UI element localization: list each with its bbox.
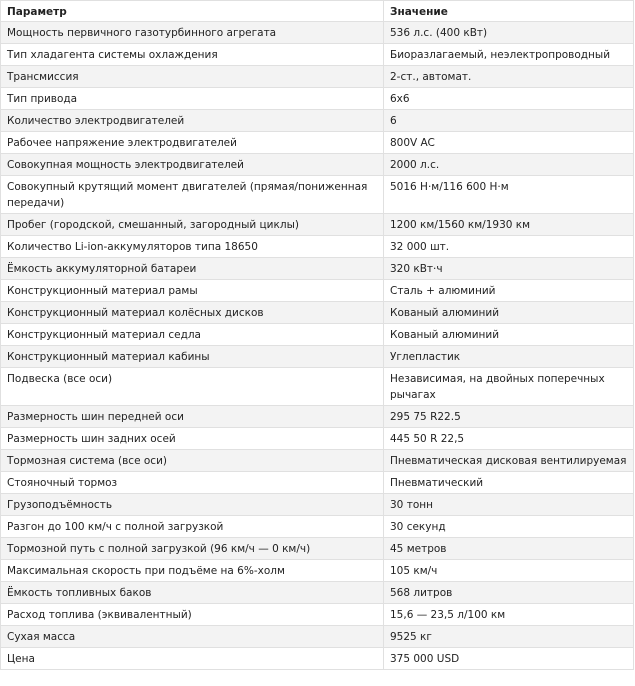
table-row	[1, 176, 634, 214]
table-row	[1, 516, 634, 538]
table-row	[1, 258, 634, 280]
value-cell: Независимая, на двойных поперечных рычагах	[384, 368, 634, 406]
table-row	[1, 368, 634, 406]
parameter-cell: Пробег (городской, смешанный, загородный циклы)	[1, 214, 384, 236]
parameter-cell: Разгон до 100 км/ч с полной загрузкой	[1, 516, 384, 538]
header-value: Значение	[384, 1, 634, 22]
table-row	[1, 324, 634, 346]
table-body	[1, 22, 634, 670]
value-cell: 800V AC	[384, 132, 634, 154]
table-row	[1, 22, 634, 44]
value-cell: Кованый алюминий	[384, 302, 634, 324]
value-cell: 2000 л.с.	[384, 154, 634, 176]
parameter-cell: Размерность шин задних осей	[1, 428, 384, 450]
parameter-cell: Тип хладагента системы охлаждения	[1, 44, 384, 66]
table-row	[1, 280, 634, 302]
table-row	[1, 582, 634, 604]
table-row	[1, 110, 634, 132]
value-cell: 6	[384, 110, 634, 132]
table-row	[1, 472, 634, 494]
table-row	[1, 648, 634, 670]
value-cell: 536 л.с. (400 кВт)	[384, 22, 634, 44]
parameter-cell: Ёмкость топливных баков	[1, 582, 384, 604]
parameter-cell: Грузоподъёмность	[1, 494, 384, 516]
value-cell: 105 км/ч	[384, 560, 634, 582]
parameter-cell: Конструкционный материал колёсных дисков	[1, 302, 384, 324]
table-row	[1, 450, 634, 472]
table-row	[1, 428, 634, 450]
value-cell: Пневматический	[384, 472, 634, 494]
value-cell: Пневматическая дисковая вентилируемая	[384, 450, 634, 472]
parameter-cell: Совокупная мощность электродвигателей	[1, 154, 384, 176]
parameter-cell: Тормозной путь с полной загрузкой (96 км/ч — 0 км/ч)	[1, 538, 384, 560]
parameter-cell: Подвеска (все оси)	[1, 368, 384, 406]
value-cell: 5016 Н·м/116 600 Н·м	[384, 176, 634, 214]
parameter-cell: Стояночный тормоз	[1, 472, 384, 494]
value-cell: 445 50 R 22,5	[384, 428, 634, 450]
table-row	[1, 66, 634, 88]
parameter-cell: Расход топлива (эквивалентный)	[1, 604, 384, 626]
value-cell: 15,6 — 23,5 л/100 км	[384, 604, 634, 626]
parameter-cell: Конструкционный материал седла	[1, 324, 384, 346]
value-cell: Углепластик	[384, 346, 634, 368]
value-cell: Сталь + алюминий	[384, 280, 634, 302]
parameter-cell: Конструкционный материал рамы	[1, 280, 384, 302]
value-cell: 30 тонн	[384, 494, 634, 516]
table-row	[1, 626, 634, 648]
value-cell: 30 секунд	[384, 516, 634, 538]
table-row	[1, 604, 634, 626]
table-row	[1, 560, 634, 582]
parameter-cell: Конструкционный материал кабины	[1, 346, 384, 368]
value-cell: Кованый алюминий	[384, 324, 634, 346]
parameter-cell: Количество Li-ion-аккумуляторов типа 18650	[1, 236, 384, 258]
value-cell: 375 000 USD	[384, 648, 634, 670]
value-cell: 568 литров	[384, 582, 634, 604]
parameter-cell: Ёмкость аккумуляторной батареи	[1, 258, 384, 280]
table-row	[1, 538, 634, 560]
value-cell: 9525 кг	[384, 626, 634, 648]
table-row	[1, 44, 634, 66]
parameter-cell: Рабочее напряжение электродвигателей	[1, 132, 384, 154]
parameter-cell: Совокупный крутящий момент двигателей (прямая/пониженная передачи)	[1, 176, 384, 214]
parameter-cell: Максимальная скорость при подъёме на 6%-холм	[1, 560, 384, 582]
value-cell: 45 метров	[384, 538, 634, 560]
header-row	[1, 1, 634, 22]
value-cell: 295 75 R22.5	[384, 406, 634, 428]
value-cell: 1200 км/1560 км/1930 км	[384, 214, 634, 236]
table-row	[1, 494, 634, 516]
table-row	[1, 346, 634, 368]
value-cell: Биоразлагаемый, неэлектропроводный	[384, 44, 634, 66]
parameter-cell: Сухая масса	[1, 626, 384, 648]
table-row	[1, 302, 634, 324]
parameter-cell: Размерность шин передней оси	[1, 406, 384, 428]
parameter-cell: Тормозная система (все оси)	[1, 450, 384, 472]
parameter-cell: Мощность первичного газотурбинного агрегата	[1, 22, 384, 44]
table-row	[1, 214, 634, 236]
parameter-cell: Тип привода	[1, 88, 384, 110]
parameter-cell: Количество электродвигателей	[1, 110, 384, 132]
value-cell: 32 000 шт.	[384, 236, 634, 258]
table-row	[1, 132, 634, 154]
table-row	[1, 236, 634, 258]
value-cell: 320 кВт·ч	[384, 258, 634, 280]
header-parameter: Параметр	[1, 1, 384, 22]
table-row	[1, 406, 634, 428]
parameter-cell: Трансмиссия	[1, 66, 384, 88]
table-row	[1, 88, 634, 110]
parameter-cell: Цена	[1, 648, 384, 670]
value-cell: 2-ст., автомат.	[384, 66, 634, 88]
value-cell: 6х6	[384, 88, 634, 110]
table-row	[1, 154, 634, 176]
